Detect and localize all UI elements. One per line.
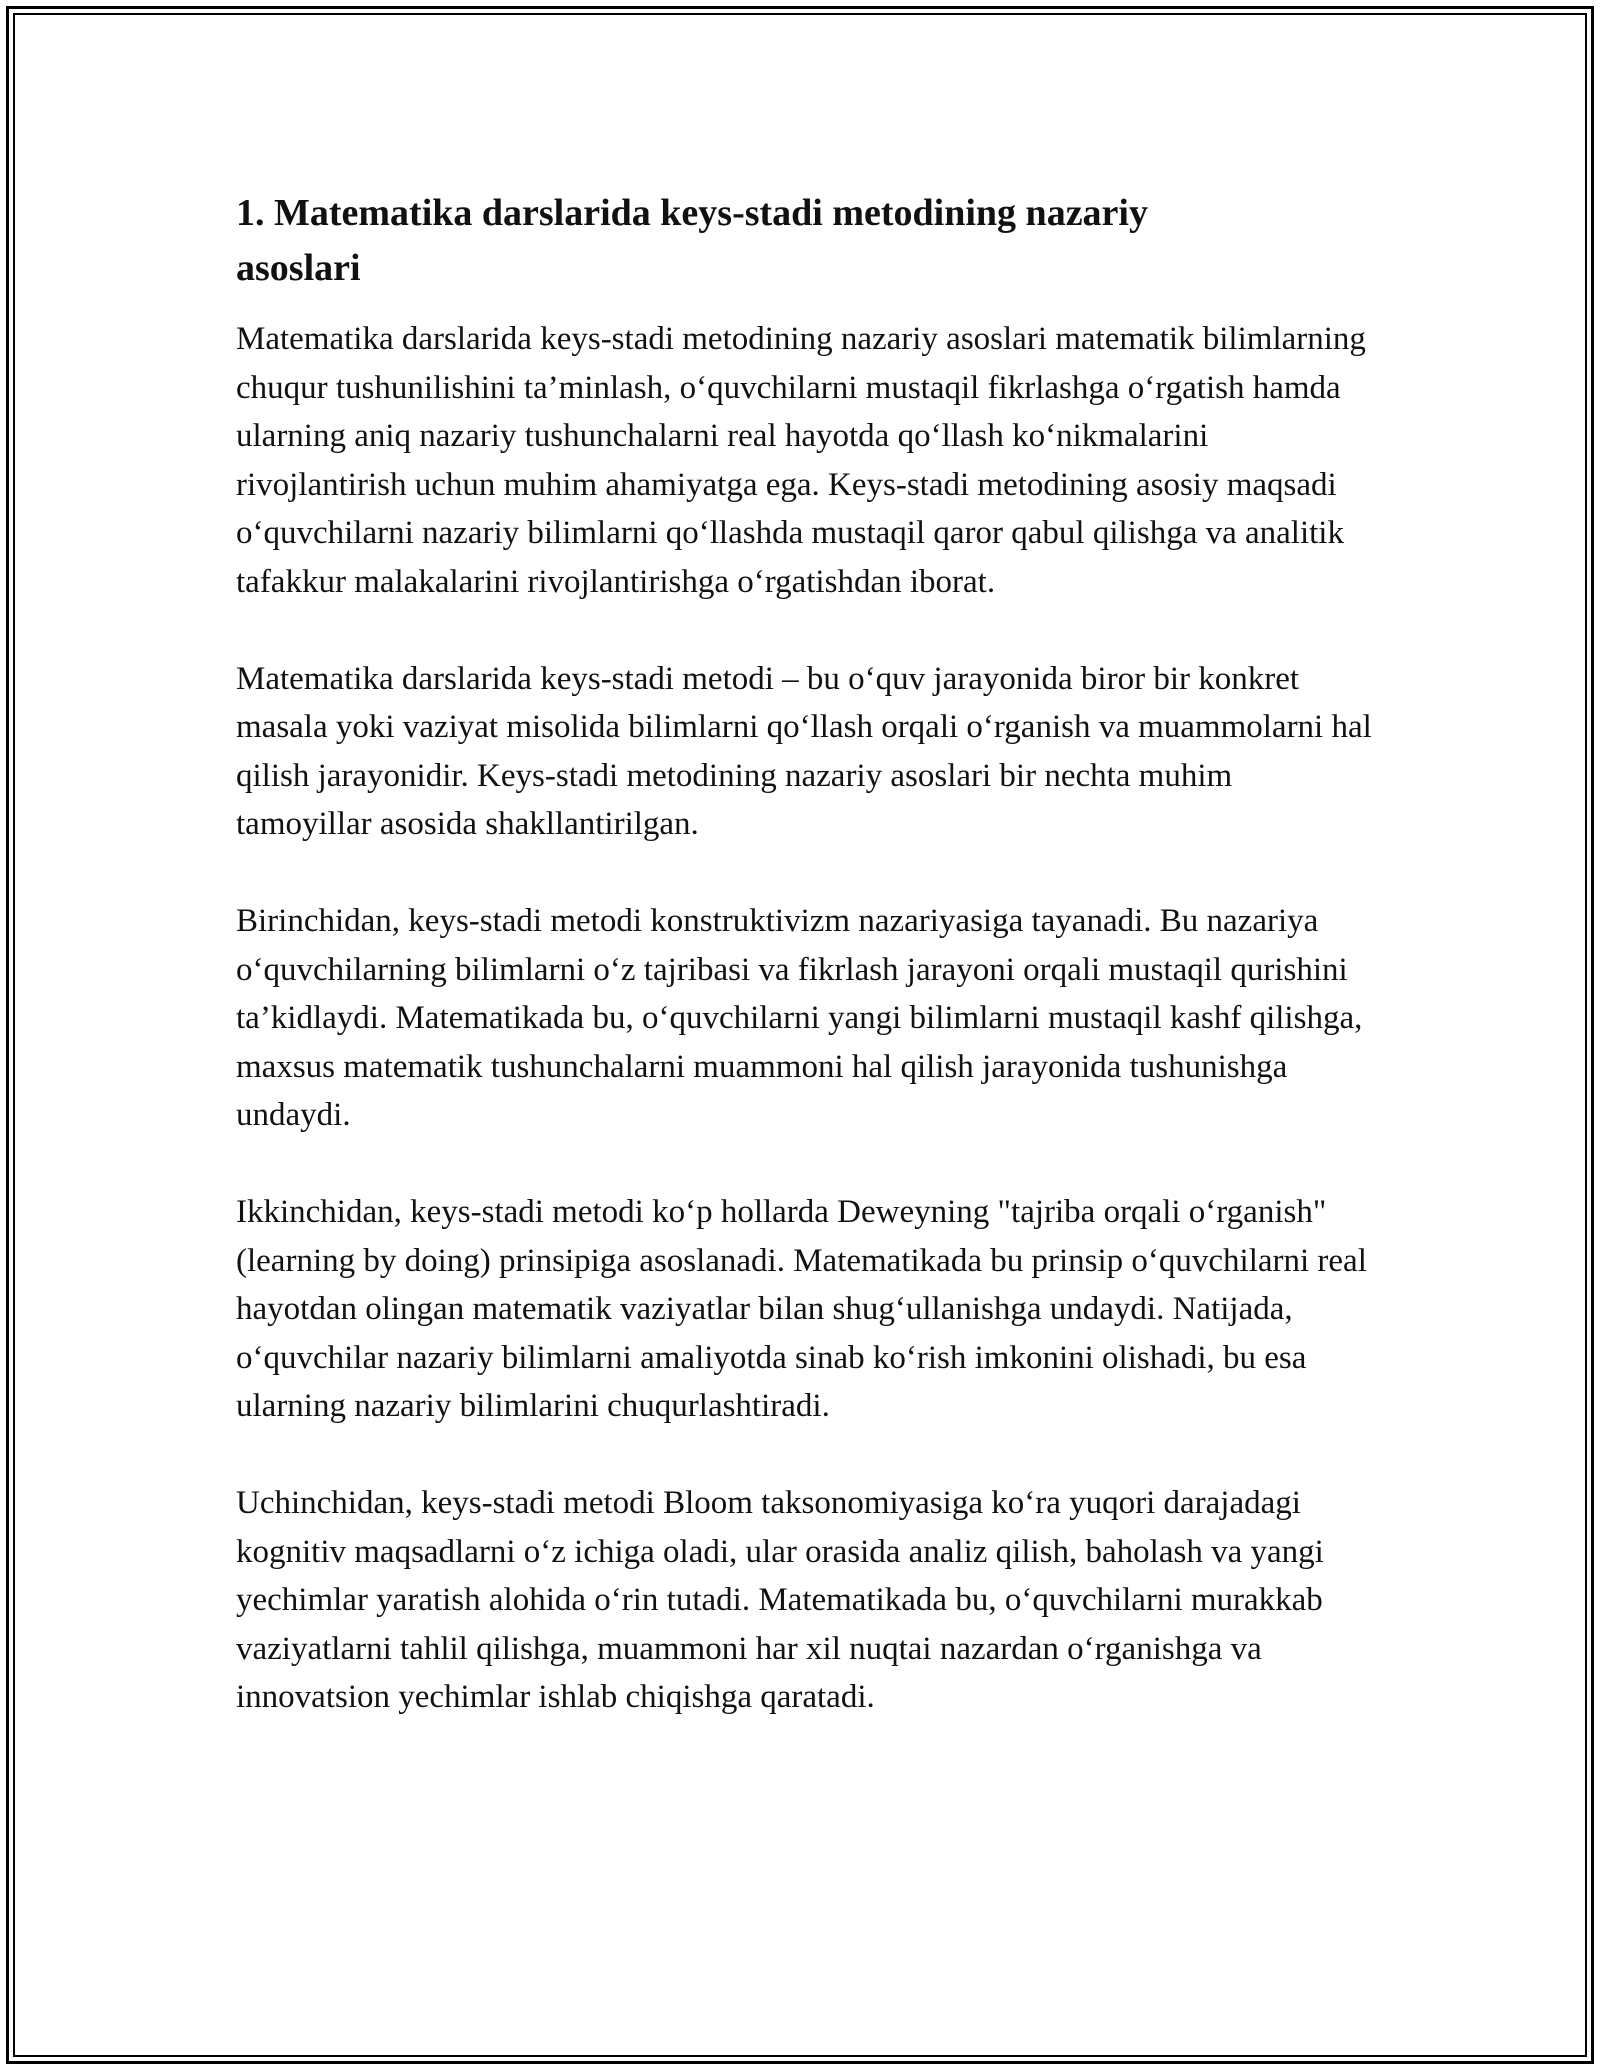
paragraph-second-principle: Ikkinchidan, keys-stadi metodi ko‘p hollarda Deweyning "tajriba orqali o‘rganish" (learning by doing) prinsipiga asoslanadi. Matematikada bu prinsip o‘quvchilarni real hayotdan olingan matematik vaziyatlar bilan shug‘ullanishga undaydi. Natijada, o‘quvchilar nazariy bilimlarni amaliyotda sinab ko‘rish imkonini olishadi, bu esa ularning nazariy bilimlarini chuqurlashtiradi. [236,1194,1367,1424]
paragraph-definition: Matematika darslarida keys-stadi metodi – bu o‘quv jarayonida biror bir konkret masala yoki vaziyat misolida bilimlarni qo‘llash orqali o‘rganish va muammolarni hal qilish jarayonidir. Keys-stadi metodining nazariy asoslari bir nechta muhim tamoyillar asosida shakllantirilgan. [236,660,1372,842]
paragraph-first-principle: Birinchidan, keys-stadi metodi konstruktivizm nazariyasiga tayanadi. Bu nazariya o‘quvchilarning bilimlarni o‘z tajribasi va fikrlash jarayoni orqali mustaqil qurishini ta’kidlaydi. Matematikada bu, o‘quvchilarni yangi bilimlarni mustaqil kashf qilishga, maxsus matematik tushunchalarni muammoni hal qilish jarayonida tushunishga undaydi. [236,903,1363,1133]
document-body [236,186,1376,1722]
paragraph-intro: Matematika darslarida keys-stadi metodining nazariy asoslari matematik bilimlarning chuqur tushunilishini ta’minlash, o‘quvchilarni mustaqil fikrlashga o‘rgatish hamda ularning aniq nazariy tushunchalarni real hayotda qo‘llash ko‘nikmalarini rivojlantirish uchun muhim ahamiyatga ega. Keys-stadi metodining asosiy maqsadi o‘quvchilarni nazariy bilimlarni qo‘llashda mustaqil qaror qabul qilishga va analitik tafakkur malakalarini rivojlantirishga o‘rgatishdan iborat. [236,321,1366,600]
paragraph-third-principle: Uchinchidan, keys-stadi metodi Bloom taksonomiyasiga ko‘ra yuqori darajadagi kognitiv maqsadlarni o‘z ichiga oladi, ular orasida analiz qilish, baholash va yangi yechimlar yaratish alohida o‘rin tutadi. Matematikada bu, o‘quvchilarni murakkab vaziyatlarni tahlil qilishga, muammoni har xil nuqtai nazardan o‘rganishga va innovatsion yechimlar ishlab chiqishga qaratadi. [236,1485,1324,1715]
section-heading: 1. Matematika darslarida keys-stadi metodining nazariy asoslari [236,192,1148,289]
